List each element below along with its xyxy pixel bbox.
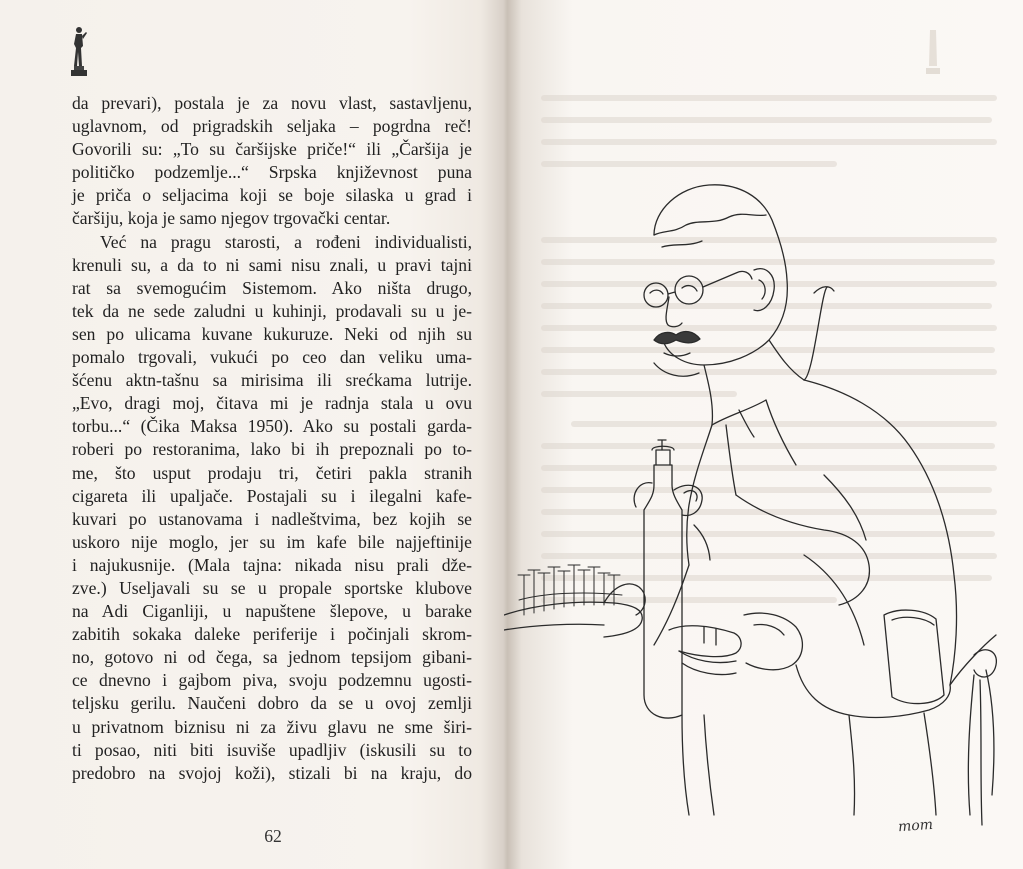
text-line: političko podzemlje...“ Srpska književnost puna [72,162,472,183]
text-line: me, što usput prodaju tri, četiri pakla stranih [72,462,472,483]
right-page [504,0,1023,869]
text-line: teljsku gerilu. Naučeni dobro da se u ovoj zemlji [72,693,472,714]
text-line: zabitih sokaka daleke periferije i počinjali skrom- [72,624,472,645]
left-page [0,0,496,869]
text-line: krenuli su, a da to ni sami nisu znali, u pravi tajni [72,254,472,275]
text-line: čaršiju, koja je samo njegov trgovački centar. [72,208,391,229]
text-line: sen po ulicama kuvane kukuruze. Neki od njih su [72,323,472,344]
text-line: tek da ne sede zaludni u kuhinji, prodavali su u je- [72,300,472,321]
text-line: roberi po restoranima, lako bi ih prepoznali po to- [72,439,472,460]
text-line: je priča o seljacima koji se boje silaska u grad i [72,185,472,206]
text-line: „Evo, dragi moj, čitava mi je radnja stala u ovu [72,393,472,414]
text-line: pomalo trgovali, vukući po ceo dan veliku uma- [72,347,472,368]
text-line: kuvari po ustanovama i nadleštvima, bez kojih se [72,508,472,529]
text-line: u privatnom biznisu ni za živu glavu ne sme širi- [72,716,472,737]
text-line: zve.) Useljavali su se u propale sportske klubove [72,577,472,598]
text-line: šćenu aktn-tašnu sa mirisima ili srećkama lutrije. [72,370,472,391]
waiter-illustration [504,175,1023,855]
text-line: no, gotovo ni od čega, sa jednom tepsijom gibani- [72,647,472,668]
text-line: Već na pragu starosti, a rođeni individualisti, [100,231,472,252]
text-line: uglavnom, od prigradskih seljaka – pogrdna reč! [72,116,472,137]
text-line: na Adi Ciganliji, u napuštene šlepove, u barake [72,601,472,622]
text-line: predobro na svojoj koži), stizali bi na kraju, do [72,762,472,783]
artist-signature: mom [897,816,934,836]
text-line: da prevari), postala je za novu vlast, sastavljenu, [72,93,472,113]
text-line: torbu...“ (Čika Maksa 1950). Ako su postali garda- [72,416,472,437]
text-line: cigareta ili upaljače. Postajali su i ilegalni kafe- [72,485,472,506]
statue-ornament-icon [68,24,90,78]
text-line: ce dnevno i gajbom piva, svoju podzemnu ugosti- [72,670,472,691]
text-line: i najukusnije. (Mala tajna: nikada nisu prali dže- [72,554,472,575]
ornament-bleed-icon [924,22,942,76]
text-line: ti posao, niti biti isuviše upadljiv (iskusili su to [72,739,472,760]
text-line: uskoro nije moglo, jer su im kafe bile najjeftinije [72,531,472,552]
text-line: Govorili su: „To su čaršijske priče!“ ili „Čaršija je [72,139,472,160]
page-number: 62 [264,826,282,846]
body-text [72,92,472,785]
text-line: rat sa svemogućim Sistemom. Ako ništa drugo, [72,277,472,298]
